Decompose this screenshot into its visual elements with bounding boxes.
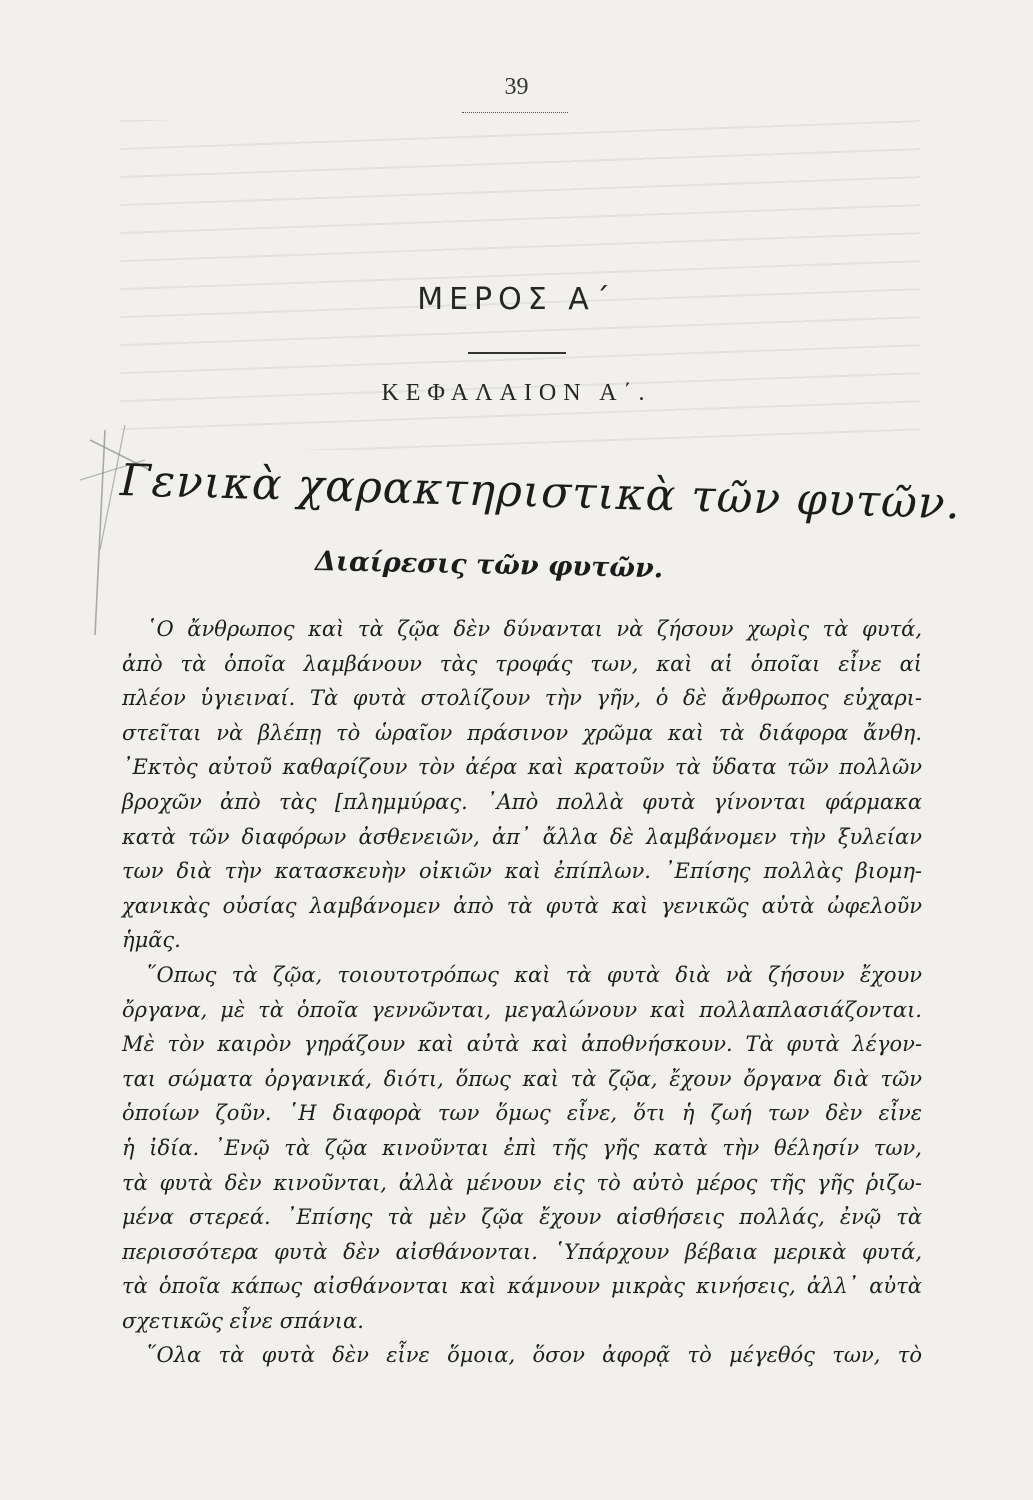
text-line: ὁποίων ζοῦν. ῾Η διαφορὰ των ὅμως εἶνε, ὅτι ἡ ζωή των δὲν εἶνε [122,1101,922,1126]
part-title: ΜΕΡΟΣ Α΄ [417,282,616,317]
text-line: κατὰ τῶν διαφόρων ἀσθενειῶν, ἀπ᾿ ἄλλα δὲ λαμβάνομεν τὴν ξυλείαν [122,824,922,849]
body-text [122,612,922,1373]
text-line: ἀπὸ τὰ ὁποῖα λαμβάνουν τὰς τροφάς των, καὶ αἱ ὁποῖαι εἶνε αἱ [122,651,922,676]
text-line: Μὲ τὸν καιρὸν γηράζουν καὶ αὐτὰ καὶ ἀποθνήσκουν. Τὰ φυτὰ λέγον- [122,1032,922,1057]
text-line: περισσότερα φυτὰ δὲν αἰσθάνονται. ῾Υπάρχουν βέβαια μερικὰ φυτά, [122,1239,922,1264]
pencil-mark-icon [70,400,180,640]
text-line: τὰ ὁποῖα κάπως αἰσθάνονται καὶ κάμνουν μικρὰς κινήσεις, ἀλλ᾿ αὐτὰ [122,1274,922,1299]
text-line: ῞Ολα τὰ φυτὰ δὲν εἶνε ὅμοια, ὅσον ἀφορᾷ τὸ μέγεθός των, τὸ [146,1343,922,1368]
text-line: ται σώματα ὀργανικά, διότι, ὅπως καὶ τὰ ζῷα, ἔχουν ὄργανα διὰ τῶν [122,1066,922,1091]
text-line: χανικὰς οὐσίας λαμβάνομεν ἀπὸ τὰ φυτὰ καὶ γενικῶς αὐτὰ ὠφελοῦν [122,893,922,918]
chapter-title: ΚΕΦΑΛΑΙΟΝ Α΄. [381,380,652,406]
text-line: βροχῶν ἀπὸ τὰς [πλημμύρας. ᾿Απὸ πολλὰ φυτὰ γίνονται φάρμακα [122,789,922,814]
text-line: ῾Ο ἄνθρωπος καὶ τὰ ζῷα δὲν δύνανται νὰ ζήσουν χωρὶς τὰ φυτά, [146,617,922,641]
text-line: ἡμᾶς. [122,928,181,953]
text-line: ῞Οπως τὰ ζῷα, τοιουτοτρόπως καὶ τὰ φυτὰ διὰ νὰ ζήσουν ἔχουν [146,962,922,987]
text-line: τὰ φυτὰ δὲν κινοῦνται, ἀλλὰ μένουν εἰς τὸ αὐτὸ μέρος τῆς γῆς ῥιζω- [122,1170,922,1195]
text-line: σχετικῶς εἶνε σπάνια. [122,1308,364,1333]
main-heading: Γενικὰ χαρακτηριστικὰ τῶν φυτῶν. [119,455,962,530]
part-divider [468,352,566,354]
text-line: στεῖται νὰ βλέπῃ τὸ ὡραῖον πράσινον χρῶμα καὶ τὰ διάφορα ἄνθη. [122,720,922,745]
paragraph-1 [122,612,922,958]
page-number-rule [462,112,568,113]
paragraph-2 [122,958,922,1339]
text-line: ἡ ἰδία. ᾿Ενῷ τὰ ζῷα κινοῦνται ἐπὶ τῆς γῆς κατὰ τὴν θέλησίν των, [122,1135,922,1160]
text-line: ὄργανα, μὲ τὰ ὁποῖα γεννῶνται, μεγαλώνουν καὶ πολλαπλασιάζονται. [122,997,922,1022]
paragraph-3 [122,1338,922,1373]
text-line: ᾿Εκτὸς αὐτοῦ καθαρίζουν τὸν ἀέρα καὶ κρατοῦν τὰ ὕδατα τῶν πολλῶν [122,755,922,780]
page-number: 39 [504,74,529,100]
text-line: πλέον ὑγιειναί. Τὰ φυτὰ στολίζουν τὴν γῆν, ὁ δὲ ἄνθρωπος εὐχαρι- [122,686,922,711]
text-line: των διὰ τὴν κατασκευὴν οἰκιῶν καὶ ἐπίπλων. ᾿Επίσης πολλὰς βιομη- [122,859,922,884]
sub-heading: Διαίρεσις τῶν φυτῶν. [314,546,664,585]
text-line: μένα στερεά. ᾿Επίσης τὰ μὲν ζῷα ἔχουν αἰσθήσεις πολλάς, ἐνῷ τὰ [122,1205,922,1230]
